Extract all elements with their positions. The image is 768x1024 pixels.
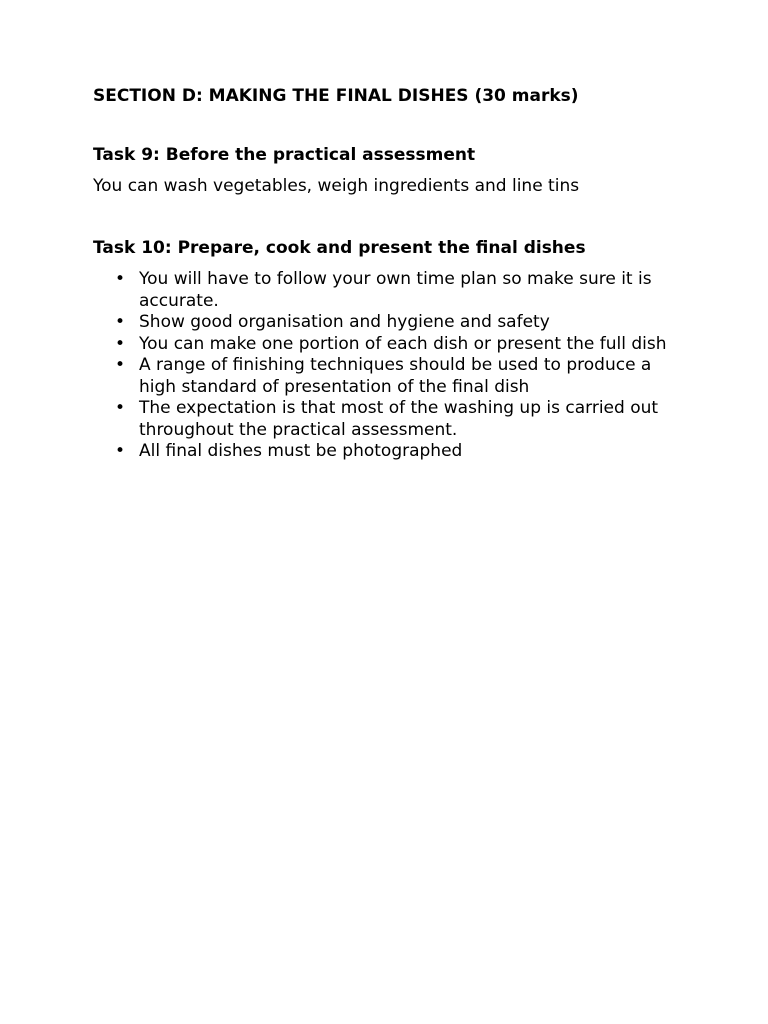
task-9-heading: Task 9: Before the practical assessment xyxy=(93,145,476,165)
list-item xyxy=(93,334,683,356)
list-item xyxy=(93,269,683,312)
list-item-text: Show good organisation and hygiene and safety xyxy=(139,312,550,332)
list-item-text: You will have to follow your own time plan so make sure it is accurate. xyxy=(139,269,652,311)
task-10-bullet-list xyxy=(93,269,683,463)
bullet-icon: • xyxy=(115,398,126,418)
task-10-heading: Task 10: Prepare, cook and present the final dishes xyxy=(93,238,586,258)
list-item xyxy=(93,398,683,441)
bullet-icon: • xyxy=(115,441,126,461)
task-9-text: You can wash vegetables, weigh ingredients and line tins xyxy=(93,176,580,196)
list-item xyxy=(93,441,683,463)
list-item-text: All final dishes must be photographed xyxy=(139,441,463,461)
bullet-icon: • xyxy=(115,312,126,332)
section-title: SECTION D: MAKING THE FINAL DISHES (30 marks) xyxy=(93,86,579,106)
bullet-icon: • xyxy=(115,269,126,289)
bullet-icon: • xyxy=(115,355,126,375)
list-item-text: The expectation is that most of the washing up is carried out throughout the practical assessment. xyxy=(139,398,659,440)
list-item xyxy=(93,312,683,334)
bullet-icon: • xyxy=(115,333,126,354)
list-item-text: A range of finishing techniques should be used to produce a high standard of presentation of the final dish xyxy=(139,355,652,397)
list-item-text: You can make one portion of each dish or present the full dish xyxy=(139,333,667,354)
list-item xyxy=(93,355,683,398)
